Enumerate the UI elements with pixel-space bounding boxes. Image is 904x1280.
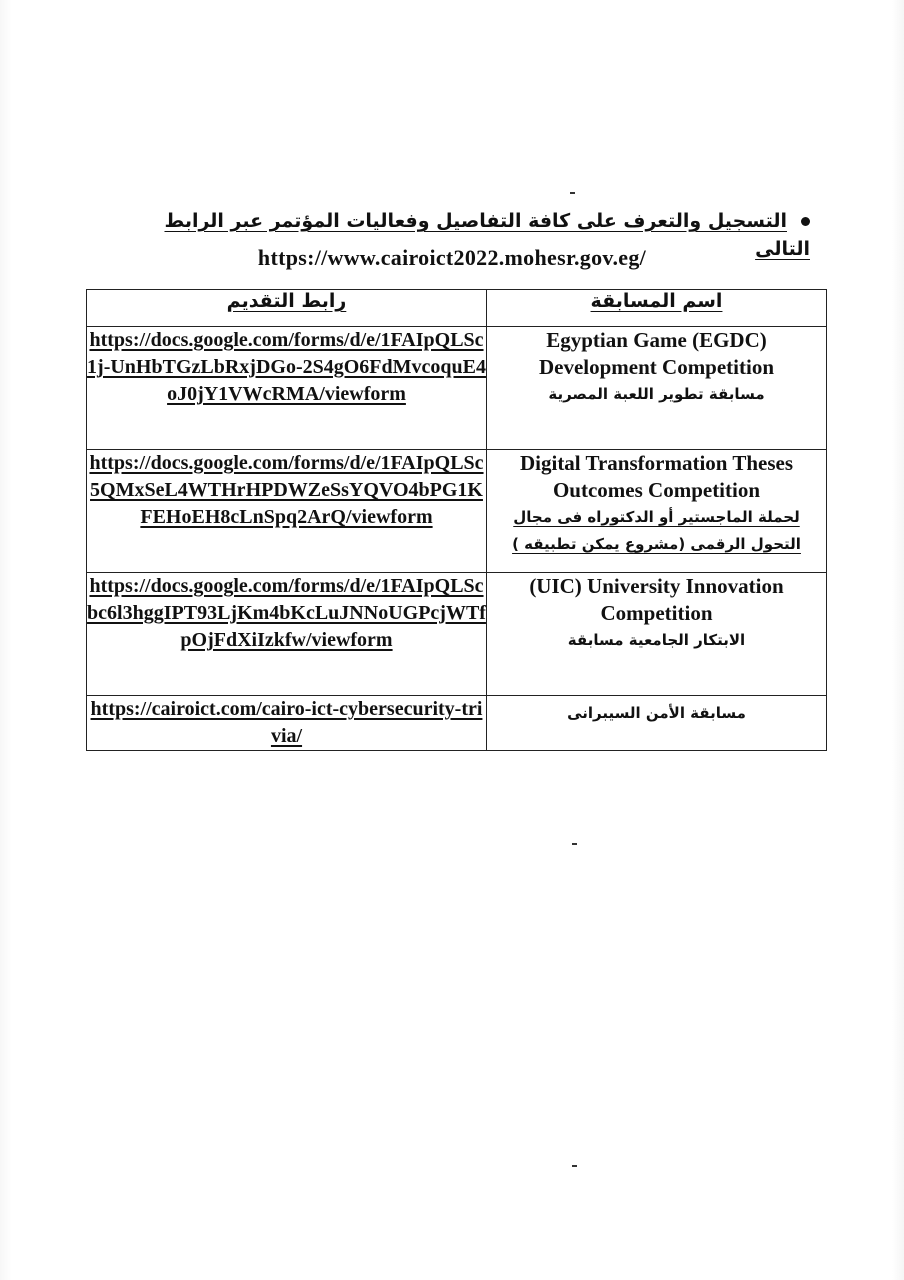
competition-name-ar: مسابقة تطوير اللعبة المصرية xyxy=(548,385,765,403)
registration-instruction-text: التسجيل والتعرف على كافة التفاصيل وفعاليات المؤتمر عبر الرابط التالى xyxy=(164,210,810,260)
competition-name-en: Egyptian Game (EGDC) Development Competition xyxy=(538,328,775,379)
table-row xyxy=(87,696,827,751)
header-name: اسم المسابقة xyxy=(487,290,827,327)
competition-name-ar: الابتكار الجامعية مسابقة xyxy=(567,631,746,649)
table-header-row xyxy=(87,290,827,327)
competition-name-en: Digital Transformation Theses Outcomes Competition xyxy=(519,451,793,502)
competition-name-ar: لحملة الماجستير أو الدكتوراه فى مجال التحول الرقمى (مشروع يمكن تطبيقه ) xyxy=(512,508,801,553)
application-link[interactable]: https://docs.google.com/forms/d/e/1FAIpQLScbc6l3hggIPT93LjKm4bKcLuJNNoUGPcjWTfpOjFdXiIzkfw/viewform xyxy=(87,573,487,696)
competitions-table xyxy=(86,289,827,751)
table-row xyxy=(87,450,827,573)
competition-name xyxy=(487,696,827,751)
competition-name-en: (UIC) University Innovation Competition xyxy=(529,574,784,625)
conference-url[interactable]: https://www.cairoict2022.mohesr.gov.eg/ xyxy=(257,245,647,270)
scan-speck xyxy=(570,192,575,194)
bullet-icon xyxy=(801,217,810,226)
application-link[interactable]: https://cairoict.com/cairo-ict-cybersecurity-trivia/ xyxy=(87,696,487,751)
competition-name xyxy=(487,450,827,573)
application-link[interactable]: https://docs.google.com/forms/d/e/1FAIpQLSc1j-UnHbTGzLbRxjDGo-2S4gO6FdMvcoquE4oJ0jY1VWcRMA/viewform xyxy=(87,327,487,450)
scan-speck xyxy=(572,843,577,845)
scan-speck xyxy=(572,1165,577,1167)
competition-name-ar: مسابقة الأمن السيبرانى xyxy=(567,704,746,722)
competition-name xyxy=(487,327,827,450)
table-row xyxy=(87,573,827,696)
header-link: رابط التقديم xyxy=(87,290,487,327)
application-link[interactable]: https://docs.google.com/forms/d/e/1FAIpQLSc5QMxSeL4WTHrHPDWZeSsYQVO4bPG1KFEHoEH8cLnSpq2ArQ/viewform xyxy=(87,450,487,573)
competition-name xyxy=(487,573,827,696)
table-row xyxy=(87,327,827,450)
